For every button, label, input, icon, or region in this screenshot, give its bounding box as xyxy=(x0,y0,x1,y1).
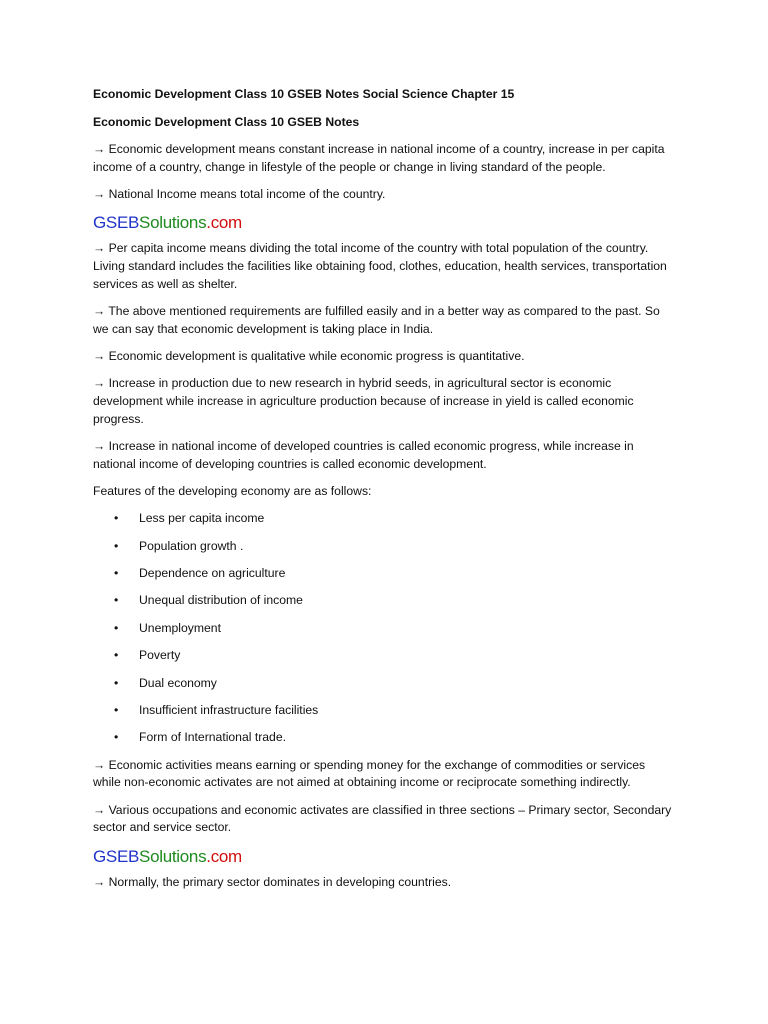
bullet-icon: • xyxy=(114,538,119,553)
list-item xyxy=(93,510,676,528)
list-item xyxy=(93,538,676,556)
list-item-text: Dual economy xyxy=(139,675,217,690)
logo-part-com: .com xyxy=(206,213,242,233)
bullet-icon: • xyxy=(114,511,119,526)
bullet-icon: • xyxy=(114,620,119,635)
logo-part-solutions: Solutions xyxy=(139,213,207,233)
paragraph: → The above mentioned requirements are fulfilled easily and in a better way as compared to the past. So we can say that economic development is taking place in India. xyxy=(93,303,660,336)
gsebsolutions-logo xyxy=(93,213,676,233)
list-item-text: Dependence on agriculture xyxy=(139,566,286,581)
list-item-text: Poverty xyxy=(139,648,181,663)
list-item-text: Population growth . xyxy=(139,538,244,553)
paragraph: → Economic development is qualitative while economic progress is quantitative. xyxy=(93,348,525,363)
logo-part-com: .com xyxy=(206,846,242,866)
bullet-icon: • xyxy=(114,648,119,663)
logo-part-solutions: Solutions xyxy=(139,846,207,866)
list-item-text: Less per capita income xyxy=(139,511,265,526)
bullet-icon: • xyxy=(114,593,119,608)
paragraph: → Increase in production due to new research in hybrid seeds, in agricultural sector is economic development while increase in agriculture production because of increase in yield is called economic progress. xyxy=(93,376,634,426)
bullet-icon: • xyxy=(114,703,119,718)
features-intro: Features of the developing economy are as follows: xyxy=(93,483,372,498)
paragraph: → Increase in national income of developed countries is called economic progress, while increase in national income of developing countries is called economic development. xyxy=(93,438,634,471)
list-item xyxy=(93,729,676,747)
list-item xyxy=(93,702,676,720)
paragraph: → Various occupations and economic activates are classified in three sections – Primary sector, Secondary sector and service sector. xyxy=(93,802,672,835)
gsebsolutions-logo xyxy=(93,847,676,867)
logo-part-gseb: GSEB xyxy=(93,846,140,866)
logo-part-gseb: GSEB xyxy=(93,213,140,233)
paragraph: → Economic development means constant increase in national income of a country, increase in per capita income of a country, change in lifestyle of the people or change in living standard of the people. xyxy=(93,142,665,174)
document-title: Economic Development Class 10 GSEB Notes Social Science Chapter 15 xyxy=(93,87,515,101)
paragraph: → Per capita income means dividing the total income of the country with total population of the country. Living standard includes the facilities like obtaining food, clothes, education, health services, transportation services as well as shelter. xyxy=(93,241,667,291)
list-item xyxy=(93,565,676,583)
paragraph: → National Income means total income of the country. xyxy=(93,186,386,201)
list-item-text: Unemployment xyxy=(139,620,221,635)
list-item-text: Unequal distribution of income xyxy=(139,593,303,608)
paragraph: → Normally, the primary sector dominates in developing countries. xyxy=(93,874,452,889)
list-item xyxy=(93,675,676,693)
list-item xyxy=(93,620,676,638)
list-item-text: Insufficient infrastructure facilities xyxy=(139,703,319,718)
list-item xyxy=(93,592,676,610)
paragraph: → Economic activities means earning or spending money for the exchange of commodities or services while non-economic activates are not aimed at obtaining income or reciprocate something indirectly. xyxy=(93,757,646,790)
list-item xyxy=(93,647,676,665)
list-item-text: Form of International trade. xyxy=(139,730,286,745)
bullet-icon: • xyxy=(114,566,119,581)
features-list xyxy=(93,510,676,747)
bullet-icon: • xyxy=(114,675,119,690)
bullet-icon: • xyxy=(114,730,119,745)
section-heading: Economic Development Class 10 GSEB Notes xyxy=(93,114,360,129)
